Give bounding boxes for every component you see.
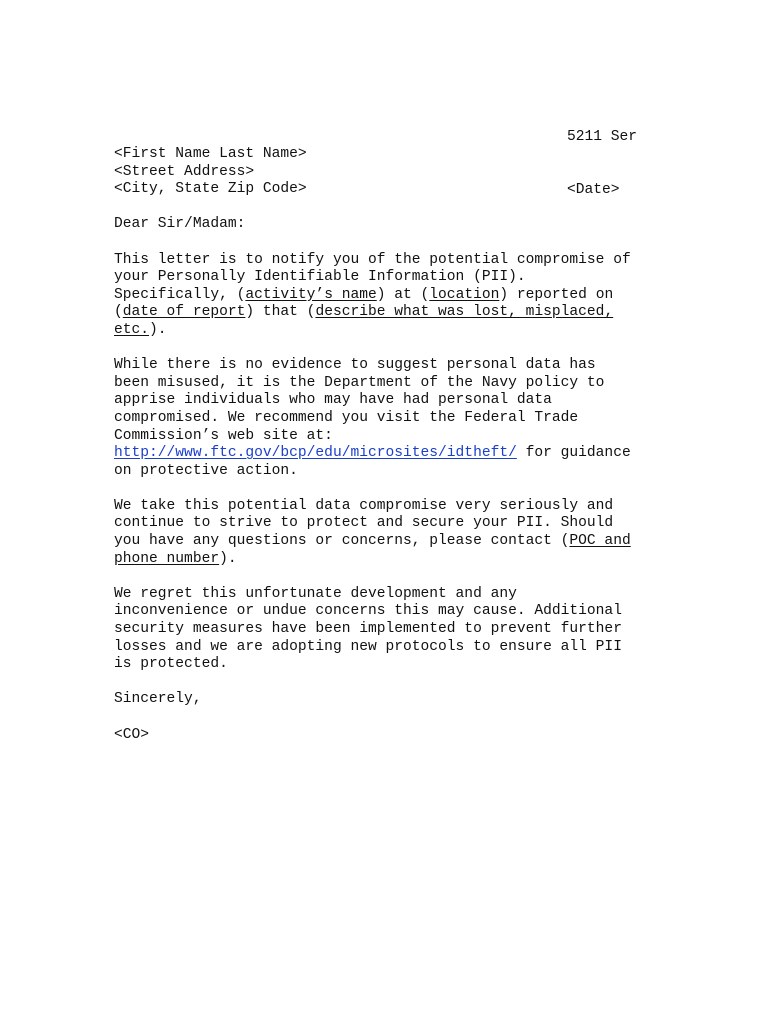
p3-line-2: continue to strive to protect and secure your PII. Should: [114, 515, 614, 532]
poc-field: POC and: [569, 533, 631, 550]
date-of-report-field: date of report: [122, 304, 246, 321]
signature-block: [114, 727, 674, 745]
p3-text: ).: [219, 550, 237, 567]
closing-text: Sincerely,: [114, 691, 202, 708]
recipient-street: <Street Address>: [114, 163, 255, 180]
paragraph-contact: [114, 498, 674, 568]
p1-line-5: [114, 322, 674, 340]
p4-line-5: is protected.: [114, 656, 228, 673]
p4-line-3: security measures have been implemented to prevent further: [114, 621, 622, 638]
p3-text: you have any questions or concerns, please contact (: [114, 533, 570, 550]
recipient-address: [114, 146, 674, 199]
recipient-city: <City, State Zip Code>: [114, 181, 307, 198]
closing: [114, 691, 674, 709]
p1-text: ) that (: [245, 304, 316, 321]
salutation: [114, 216, 674, 234]
letter-body: [114, 146, 674, 762]
p2-line-6: [114, 445, 674, 463]
p2-line-3: apprise individuals who may have had personal data: [114, 392, 552, 409]
p1-line-2: your Personally Identifiable Information (PII).: [114, 269, 526, 286]
phone-number-field: phone number: [114, 550, 220, 567]
p1-line-3: [114, 287, 674, 305]
p3-line-4: [114, 551, 674, 569]
p3-line-1: We take this potential data compromise very seriously and: [114, 497, 614, 514]
p4-line-2: inconvenience or undue concerns this may cause. Additional: [114, 603, 622, 620]
p1-text: ).: [149, 321, 167, 338]
p4-line-4: losses and we are adopting new protocols to ensure all PII: [114, 638, 622, 655]
description-field-cont: etc.: [114, 321, 150, 338]
p1-text: Specifically, (: [114, 286, 246, 303]
p4-line-1: We regret this unfortunate development and any: [114, 585, 517, 602]
salutation-text: Dear Sir/Madam:: [114, 216, 246, 233]
p2-line-7: on protective action.: [114, 462, 298, 479]
p2-line-1: While there is no evidence to suggest personal data has: [114, 357, 596, 374]
paragraph-regret: [114, 586, 674, 674]
paragraph-notification: [114, 252, 674, 340]
p1-text: ) reported on: [499, 286, 614, 303]
location-field: location: [429, 286, 500, 303]
letter-date: <Date>: [567, 181, 620, 198]
p1-text: (: [114, 304, 123, 321]
signature-text: <CO>: [114, 726, 150, 743]
serial-number: 5211 Ser: [567, 129, 638, 146]
description-field: describe what was lost, misplaced,: [315, 304, 614, 321]
p2-text: for guidance: [516, 445, 631, 462]
ftc-idtheft-link[interactable]: http://www.ftc.gov/bcp/edu/microsites/idtheft/: [114, 445, 517, 462]
p2-line-2: been misused, it is the Department of the Navy policy to: [114, 374, 605, 391]
p2-line-5: Commission’s web site at:: [114, 427, 333, 444]
p1-text: ) at (: [376, 286, 430, 303]
recipient-name: <First Name Last Name>: [114, 146, 307, 162]
p3-line-3: [114, 533, 674, 551]
activity-name-field: activity’s name: [245, 286, 377, 303]
p1-line-4: [114, 304, 674, 322]
p2-line-4: compromised. We recommend you visit the Federal Trade: [114, 409, 579, 426]
p1-line-1: This letter is to notify you of the potential compromise of: [114, 251, 631, 268]
paragraph-policy: [114, 357, 674, 480]
